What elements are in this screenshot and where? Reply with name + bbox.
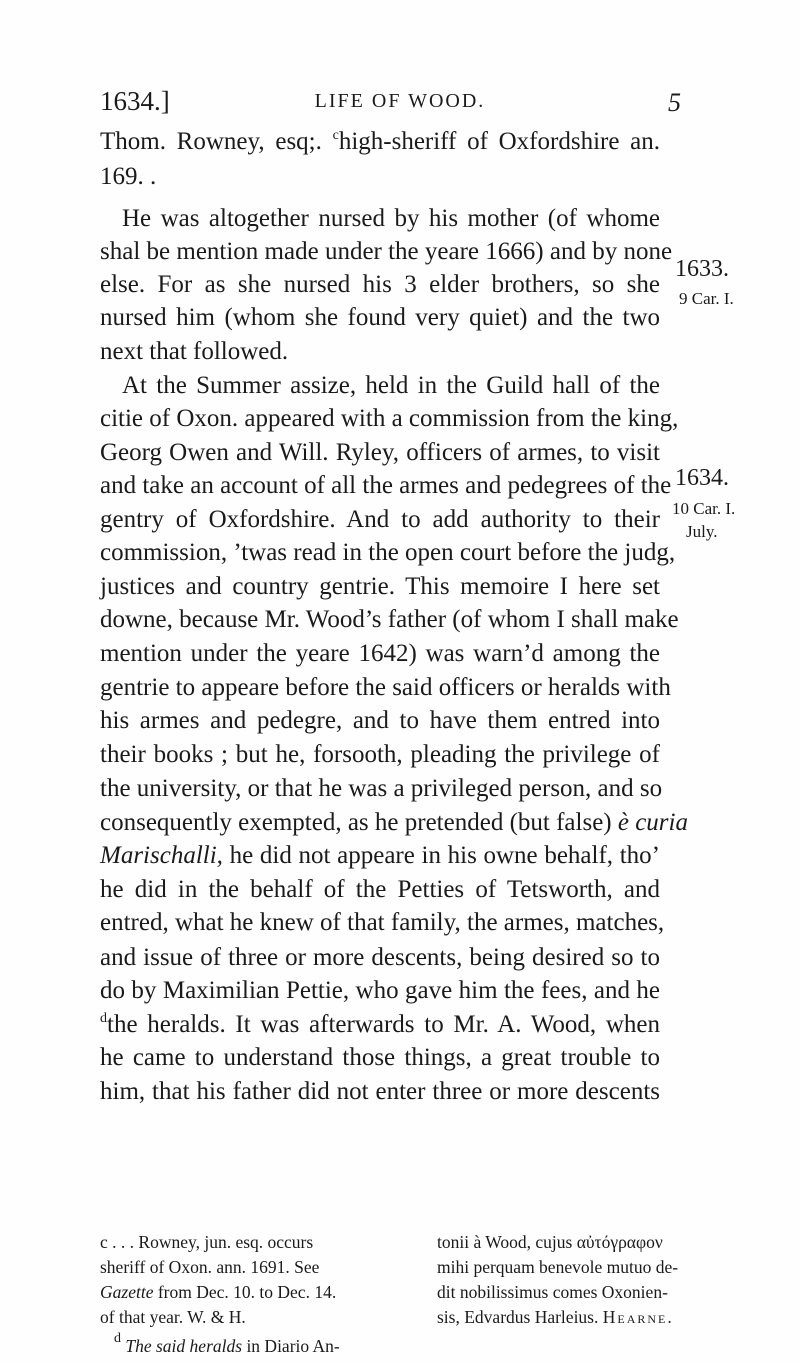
body-line: and issue of three or more descents, being desired so to — [100, 944, 660, 971]
footnote-right-line-1: tonii à Wood, cujus αὐτόγραφον — [437, 1232, 663, 1252]
header-title: LIFE OF WOOD. — [314, 90, 486, 112]
body-line: citie of Oxon. appeared with a commission from the king, — [100, 405, 679, 432]
body-line: justices and country gentrie. This memoire I here set — [100, 573, 660, 600]
footnote-right-line-2: mihi perquam benevole mutuo de- — [437, 1257, 679, 1277]
running-header — [0, 86, 800, 126]
footnote-left-line-1: c . . . Rowney, jun. esq. occurs — [100, 1232, 314, 1252]
body-line: nursed him (whom she found very quiet) and the two — [100, 304, 660, 331]
body-line: and take an account of all the armes and pedegrees of the — [100, 472, 672, 499]
body-line: mention under the yeare 1642) was warn’d among the — [100, 640, 660, 667]
body-line: gentry of Oxfordshire. And to add authority to their — [100, 506, 660, 533]
body-line: gentrie to appeare before the said officers or heralds with — [100, 674, 671, 701]
body-line: his armes and pedegre, and to have them entred into — [100, 707, 660, 734]
header-year: 1634.] — [100, 86, 170, 116]
footnote-gazette-title: Gazette — [100, 1282, 154, 1302]
margin-regnal-year-10: 10 Car. I. — [672, 499, 736, 518]
body-line: else. For as she nursed his 3 elder brothers, so she — [100, 271, 660, 298]
footnote-right-line-3: dit nobilissimus comes Oxonien- — [437, 1282, 668, 1302]
body-line: him, that his father did not enter three or more descents — [100, 1078, 660, 1105]
body-line: do by Maximilian Pettie, who gave him the fees, and he — [100, 977, 660, 1004]
body-line: he came to understand those things, a great trouble to — [100, 1044, 660, 1071]
body-line: the university, or that he was a privileged person, and so — [100, 775, 663, 802]
body-line: shal be mention made under the yeare 1666) and by none — [100, 238, 673, 265]
body-line: At the Summer assize, held in the Guild hall of the — [122, 372, 660, 399]
margin-year-1633: 1633. — [675, 256, 729, 282]
body-line: consequently exempted, as he pretended (but false) è curia — [100, 809, 688, 836]
body-line: their books ; but he, forsooth, pleading the privilege of — [100, 741, 660, 768]
footnote-left-line-3: Gazette from Dec. 10. to Dec. 14. — [100, 1282, 337, 1302]
body-line: commission, ’twas read in the open court before the judg, — [100, 539, 676, 566]
footnote-left-line-4: of that year. W. & H. — [100, 1307, 246, 1327]
footnote-right-line-4: sis, Edvardus Harleius. Hearne. — [437, 1307, 674, 1327]
margin-year-1634: 1634. — [675, 465, 729, 491]
body-line: he did in the behalf of the Petties of Tetsworth, and — [100, 876, 660, 903]
footnote-left-line-5: $^d$ The said heralds in Diario An- — [114, 1331, 340, 1356]
body-line: Marischalli, he did not appeare in his owne behalf, tho’ — [100, 842, 660, 869]
body-line: 169. . — [100, 163, 157, 190]
margin-regnal-year-9: 9 Car. I. — [679, 289, 734, 308]
page-number: 5 — [668, 88, 681, 117]
body-line: $^d$the heralds. It was afterwards to Mr. A. Wood, when — [100, 1011, 660, 1038]
body-line: He was altogether nursed by his mother (of whome — [122, 205, 660, 232]
margin-month: July. — [686, 522, 718, 541]
body-line: entred, what he knew of that family, the armes, matches, — [100, 909, 665, 936]
body-line: next that followed. — [100, 338, 289, 365]
body-line: Georg Owen and Will. Ryley, officers of armes, to visit — [100, 439, 660, 466]
footnote-left-line-2: sheriff of Oxon. ann. 1691. See — [100, 1257, 320, 1277]
body-line: Thom. Rowney, esq;. $^c$high-sheriff of Oxfordshire an. — [100, 128, 660, 155]
body-line: downe, because Mr. Wood’s father (of whom I shall make — [100, 606, 679, 633]
